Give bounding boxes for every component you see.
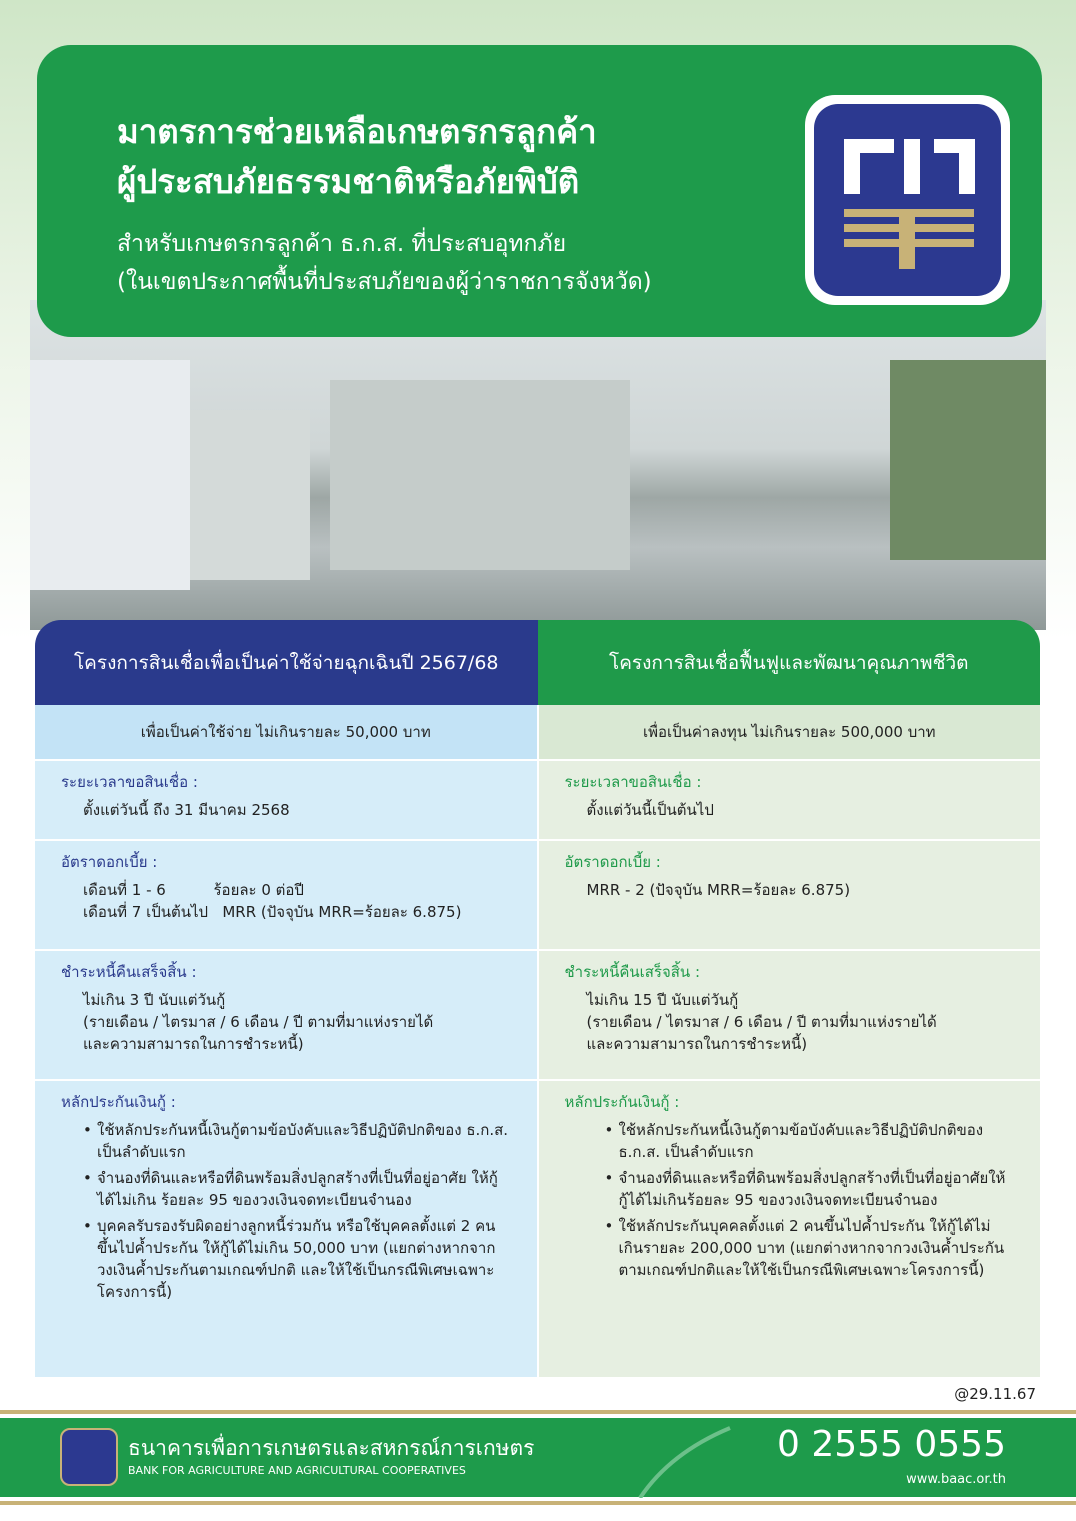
left-period: ตั้งแต่วันนี้ ถึง 31 มีนาคม 2568 (83, 801, 290, 819)
right-collateral-item: • ใช้หลักประกันบุคคลตั้งแต่ 2 คนขึ้นไปค้ำประกัน ให้กู้ได้ไม่เกินรายละ 200,000 บาท (แยกต่างหากจากวงเงินค้ำประกันตามเกณฑ์ปกติและให้ใช้เป็นกรณีพิเศษเฉพาะโครงการนี้) (605, 1215, 1015, 1281)
right-purpose: เพื่อเป็นค่าลงทุน ไม่เกินรายละ 500,000 บาท (537, 705, 1041, 759)
right-collateral-item: • ใช้หลักประกันหนี้เงินกู้ตามข้อบังคับและวิธีปฏิบัติปกติของ ธ.ก.ส. เป็นลำดับแรก (605, 1119, 1015, 1163)
right-rate-title: อัตราดอกเบี้ย : (564, 853, 661, 871)
left-repay-schedule: (รายเดือน / ไตรมาส / 6 เดือน / ปี ตามที่มาแห่งรายได้ (83, 1013, 434, 1031)
flood-street-photo (30, 300, 1046, 630)
left-rate-title: อัตราดอกเบี้ย : (61, 853, 158, 871)
hero-banner (37, 45, 1042, 337)
left-collateral-item: • ใช้หลักประกันหนี้เงินกู้ตามข้อบังคับและวิธีปฏิบัติปกติของ ธ.ก.ส. เป็นลำดับแรก (83, 1119, 511, 1163)
bank-name-th: ธนาคารเพื่อการเกษตรและสหกรณ์การเกษตร (128, 1436, 535, 1460)
right-collateral-item: • จำนองที่ดินและหรือที่ดินพร้อมสิ่งปลูกสร้างที่เป็นที่อยู่อาศัยให้กู้ได้ไม่เกินร้อยละ 95 ของวงเงินจดทะเบียนจำนอง (605, 1167, 1015, 1211)
subtitle: สำหรับเกษตรกรลูกค้า ธ.ก.ส. ที่ประสบอุทกภัย (ในเขตประกาศพื้นที่ประสบภัยของผู้ว่าราชการจังหวัด) (117, 231, 652, 295)
baac-logo (805, 95, 1010, 305)
rice-stalk-icon (630, 1423, 750, 1498)
left-collateral-item: • บุคคลรับรองรับผิดอย่างลูกหนี้ร่วมกัน หรือใช้บุคคลตั้งแต่ 2 คนขึ้นไปค้ำประกัน ให้กู้ได้ไม่เกิน 50,000 บาท (แยกต่างหากจากวงเงินค้ำประกันตามเกณฑ์ปกติ และให้ใช้เป็นกรณีพิเศษเฉพาะโครงการนี้) (83, 1215, 511, 1303)
left-collateral-title: หลักประกันเงินกู้ : (61, 1093, 176, 1111)
right-repay-term: ไม่เกิน 15 ปี นับแต่วันกู้ (586, 991, 739, 1009)
footer (0, 1410, 1076, 1505)
right-collateral-title: หลักประกันเงินกู้ : (564, 1093, 680, 1111)
right-rate: MRR - 2 (ปัจจุบัน MRR=ร้อยละ 6.875) (586, 881, 851, 899)
main-title: มาตรการช่วยเหลือเกษตรกรลูกค้า ผู้ประสบภัยธรรมชาติหรือภัยพิบัติ (117, 112, 597, 201)
right-period: ตั้งแต่วันนี้เป็นต้นไป (586, 801, 714, 819)
phone-number[interactable]: 0 2555 0555 (776, 1424, 1006, 1465)
left-program-header: โครงการสินเชื่อเพื่อเป็นค่าใช้จ่ายฉุกเฉิน ปี 2567/68 (35, 620, 538, 705)
right-program-header: โครงการสินเชื่อฟื้นฟู และพัฒนาคุณภาพชีวิต (538, 620, 1041, 705)
left-repay-title: ชำระหนี้คืนเสร็จสิ้น : (61, 963, 197, 981)
bank-name-en: BANK FOR AGRICULTURE AND AGRICULTURAL COOPERATIVES (128, 1464, 466, 1477)
left-repay-ability: และความสามารถในการชำระหนี้) (83, 1035, 304, 1053)
right-repay-schedule: (รายเดือน / ไตรมาส / 6 เดือน / ปี ตามที่มาแห่งรายได้ (586, 1013, 937, 1031)
right-repay-title: ชำระหนี้คืนเสร็จสิ้น : (564, 963, 701, 981)
left-purpose: เพื่อเป็นค่าใช้จ่าย ไม่เกินรายละ 50,000 บาท (35, 705, 537, 759)
left-collateral-item: • จำนองที่ดินและหรือที่ดินพร้อมสิ่งปลูกสร้างที่เป็นที่อยู่อาศัย ให้กู้ได้ไม่เกิน ร้อยละ 95 ของวงเงินจดทะเบียนจำนอง (83, 1167, 511, 1211)
left-rate-2: เดือนที่ 7 เป็นต้นไป MRR (ปัจจุบัน MRR=ร้อยละ 6.875) (83, 903, 462, 921)
issue-date: @29.11.67 (954, 1385, 1036, 1403)
left-repay-term: ไม่เกิน 3 ปี นับแต่วันกู้ (83, 991, 226, 1009)
left-period-title: ระยะเวลาขอสินเชื่อ : (61, 773, 198, 791)
website-link[interactable]: www.baac.or.th (906, 1472, 1006, 1487)
left-rate-1: เดือนที่ 1 - 6 ร้อยละ 0 ต่อปี (83, 881, 304, 899)
loan-programs-table (35, 620, 1040, 1379)
footer-logo (60, 1428, 118, 1486)
right-period-title: ระยะเวลาขอสินเชื่อ : (564, 773, 702, 791)
right-repay-ability: และความสามารถในการชำระหนี้) (586, 1035, 808, 1053)
